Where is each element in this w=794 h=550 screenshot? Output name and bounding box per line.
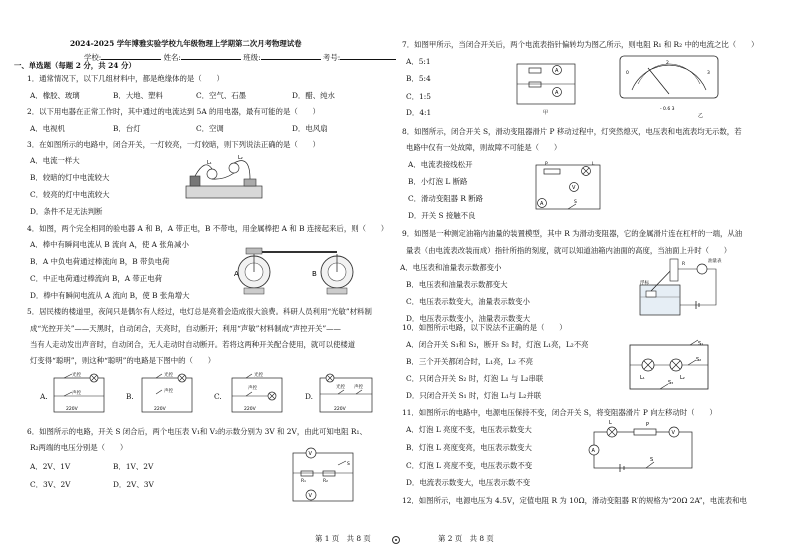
q4-option-d: D．棒中有瞬间电流从 A 流向 B，使 B 张角增大 [30, 291, 190, 300]
q10-circuit-figure [624, 337, 714, 397]
q8-option-b: B．小灯泡 L 断路 [408, 177, 468, 186]
light-switch-label: 光控 [336, 385, 345, 390]
voltage-label: 220V [154, 407, 166, 412]
q2-option-d: D．电风扇 [292, 124, 328, 133]
electroscope-b-label: B [312, 270, 317, 278]
float-label: 浮标 [640, 281, 649, 286]
page-2-footer: 第 2 页 共 8 页 [438, 534, 494, 543]
resistor-r-label: R [682, 262, 686, 267]
q9-option-d: D．电压表示数变小，油量表示数变大 [406, 314, 531, 323]
q8-option-a: A．电流表接线松开 [408, 160, 473, 169]
q1-option-b: B．大地、塑料 [113, 91, 163, 100]
q4-electroscope-figure [232, 242, 357, 302]
switch-s-label: S [347, 462, 350, 467]
sound-switch-label: 声控 [72, 391, 81, 396]
ammeter-a1-symbol: A [555, 68, 559, 74]
exam-id-field[interactable] [340, 51, 396, 60]
question-5-line-4: 灯变得“聪明”，则这种“聪明”的电路是下图中的（ ） [30, 356, 216, 365]
q9-option-b: B．电压表和油量表示数都变大 [406, 280, 508, 289]
q7-ammeter-dial-figure [614, 54, 724, 120]
q5-option-c: C. [214, 392, 222, 401]
voltmeter-symbol: V [572, 185, 576, 191]
lamp-l-label: L [592, 162, 595, 167]
slider-p-label: P [545, 162, 548, 167]
q1-option-d: D．醋、纯水 [292, 91, 335, 100]
question-4: 4．如图，两个完全相同的验电器 A 和 B，A 带正电，B 不带电，用金属棒把 A 和 B 连接起来后，则（ ） [27, 224, 389, 233]
q1-option-a: A．橡胶、玻璃 [30, 91, 80, 100]
name-label: 姓名: [163, 53, 181, 62]
sound-switch-label: 声控 [164, 389, 173, 394]
switch-s-label: S [650, 457, 654, 463]
question-3: 3．在如图所示的电路中，闭合开关，一灯较亮，一灯较暗，则下列说法正确的是（ ） [27, 140, 320, 149]
switch-s2-label: S₂ [696, 357, 702, 363]
lamp-l2-label: L₂ [238, 155, 243, 161]
q11-option-d: D．电流表示数变大，电压表示数不变 [406, 478, 531, 487]
q3-circuit-figure [180, 150, 275, 212]
q2-option-c: C．空调 [196, 124, 224, 133]
resistor-r2-label: R₂ [323, 479, 328, 484]
question-11: 11．如图所示的电路中，电源电压保持不变，闭合开关 S，将变阻器滑片 P 向左移动时（ ） [402, 408, 717, 417]
q5-option-a: A. [40, 392, 48, 401]
question-2: 2．以下用电器在正常工作时，其中通过的电流达到 5A 的用电器，最有可能的是（ ） [27, 107, 320, 116]
voltage-label: 220V [334, 407, 346, 412]
q4-option-c: C．中正电荷通过棒流向 B，A 带正电荷 [30, 274, 162, 283]
q11-option-b: B．灯泡 L 亮度变亮，电压表示数变大 [406, 443, 532, 452]
sound-switch-label: 声控 [248, 386, 257, 391]
school-label: 学校: [84, 53, 102, 62]
question-6-line-2: R₂两端的电压分别是（ ） [30, 443, 128, 452]
page-1 [0, 0, 396, 550]
q4-option-b: B．A 中负电荷通过棒流向 B，B 带负电荷 [30, 257, 170, 266]
q10-option-c: C．只闭合开关 S₂ 时，灯泡 L₁ 与 L₂串联 [406, 374, 544, 383]
question-10: 10．如图所示电路，以下说法不正确的是（ ） [402, 323, 567, 332]
slider-p-label: P [646, 422, 650, 428]
voltmeter-symbol: V [671, 430, 675, 436]
q5-circuit-a [50, 372, 108, 418]
question-9-line-1: 9．如图是一种测定油箱内油量的装置模型，其中 R 为滑动变阻器，它的金属滑片连在杠杆的一端，从油 [402, 229, 743, 238]
q11-option-a: A．灯泡 L 亮度不变，电压表示数变大 [406, 425, 532, 434]
question-7: 7．如图甲所示，当闭合开关后，两个电流表指针偏转均为图乙所示，则电阻 R₁ 和 R₂ 中的电流之比（ ） [402, 40, 759, 49]
switch-s-label: S [574, 200, 577, 205]
school-field[interactable] [101, 51, 161, 60]
q3-option-b: B．较暗的灯中电流较大 [30, 173, 110, 182]
resistor-r1-label: R₁ [301, 479, 306, 484]
q3-option-d: D．条件不足无法判断 [30, 207, 103, 216]
q5-option-d: D. [305, 392, 314, 401]
q6-option-b: B．1V、2V [113, 462, 154, 471]
electroscope-a-label: A [234, 270, 239, 278]
lamp-l-label: L [609, 420, 612, 426]
light-switch-label: 光控 [164, 373, 173, 378]
class-label: 班级: [243, 53, 261, 62]
figure-yi-label: 乙 [698, 113, 704, 119]
question-9-line-2: 量表（由电流表改装而成）指针所指的刻度，就可以知道油箱内油面的高度，当油面上升时（ ） [406, 246, 732, 255]
exam-id-label: 考号: [322, 53, 341, 62]
exam-title: 2024-2025 学年博雅实验学校九年级物理上学期第二次月考物理试卷 [70, 39, 302, 48]
q7-option-c: C．1:5 [406, 92, 431, 101]
q11-circuit-figure [584, 418, 702, 480]
q10-option-a: A．闭合开关 S₁和 S₂，断开 S₃ 时，灯泡 L₁亮，L₂不亮 [406, 340, 589, 349]
dial-terminal-label: - 0.6 3 [660, 107, 675, 112]
q9-option-a: A．电压表和油量表示数都变小 [400, 263, 502, 272]
question-8-line-2: 电路中仅有一处故障，则故障不可能是（ ） [406, 143, 562, 152]
q7-option-b: B．5:4 [406, 74, 431, 83]
q3-option-a: A．电流一样大 [30, 156, 80, 165]
light-switch-label: 光控 [254, 373, 263, 378]
dial-tick-label: 2 [666, 61, 669, 66]
page-2 [396, 0, 794, 550]
q6-circuit-figure [283, 447, 363, 509]
lamp-l1-label: L₁ [640, 375, 645, 381]
q8-option-d: D．开关 S 接触不良 [408, 211, 476, 220]
q9-oil-gauge-figure [636, 255, 731, 321]
q6-option-c: C．3V、2V [30, 480, 71, 489]
q9-option-c: C．电压表示数变大，油量表示数变小 [406, 297, 530, 306]
q7-circuit-figure [511, 56, 581, 118]
question-1: 1．通常情况下，以下几组材料中，都是绝缘体的是（ ） [27, 74, 224, 83]
q10-option-b: B．三个开关都闭合时，L₁亮，L₂ 不亮 [406, 357, 533, 366]
question-5-line-1: 5．居民楼的楼道里，夜间只是偶尔有人经过，电灯总是亮着会造成很大浪费。科研人员利用“光敏”材料制 [27, 307, 372, 316]
question-6-line-1: 6．如图所示的电路，开关 S 闭合后，两个电压表 V₁和 V₂的示数分别为 3V 和 2V，由此可知电阻 R₁、 [27, 427, 367, 436]
lamp-l2-label: L₂ [680, 375, 685, 381]
q8-option-c: C．滑动变阻器 R 断路 [408, 194, 484, 203]
q2-option-b: B．台灯 [113, 124, 141, 133]
light-switch-label: 光控 [72, 373, 81, 378]
voltage-label: 220V [66, 407, 78, 412]
q7-option-d: D．4:1 [406, 108, 432, 117]
q7-option-a: A．5:1 [406, 57, 431, 66]
sound-switch-label: 声控 [354, 385, 363, 390]
voltmeter-v2-symbol: V [308, 493, 312, 499]
dial-tick-label: 0 [626, 71, 629, 76]
question-5-line-2: 成“光控开关”——天黑时，自动闭合，天亮时，自动断开；利用“声敏”材料制成“声控开关”—— [30, 324, 341, 333]
q6-option-d: D．2V、3V [113, 480, 154, 489]
lamp-l1-label: L₁ [207, 160, 212, 166]
q5-circuit-d [316, 372, 376, 418]
question-8-line-1: 8．如图所示，闭合开关 S，滑动变阻器滑片 P 移动过程中，灯突然熄灭，电压表和电流表均无示数，若 [402, 127, 742, 136]
ammeter-symbol: A [591, 448, 595, 454]
q8-circuit-figure [528, 157, 608, 217]
q5-circuit-b [138, 372, 196, 418]
q11-option-c: C．灯泡 L 亮度不变，电压表示数不变 [406, 461, 533, 470]
gauge-label: 油量表 [708, 259, 722, 264]
figure-jia-label: 甲 [543, 110, 549, 116]
page-1-footer: 第 1 页 共 8 页 [315, 534, 371, 543]
q10-option-d: D．只闭合开关 S₁ 时，灯泡 L₁与 L₂并联 [406, 391, 542, 400]
q5-circuit-c [228, 372, 286, 418]
q2-option-a: A．电视机 [30, 124, 65, 133]
switch-s3-label: S₃ [668, 380, 674, 386]
ammeter-a2-symbol: A [555, 90, 559, 96]
q6-option-a: A．2V、1V [30, 462, 71, 471]
q3-option-c: C．较亮的灯中电流较大 [30, 190, 110, 199]
voltage-label: 220V [244, 407, 256, 412]
name-field[interactable] [181, 51, 241, 60]
switch-s1-label: S₁ [698, 341, 704, 347]
voltmeter-v1-symbol: V [308, 451, 312, 457]
section-heading: 一、单选题（每题 2 分，共 24 分） [14, 61, 136, 70]
ammeter-symbol: A [540, 201, 544, 207]
class-field[interactable] [261, 51, 321, 60]
dial-tick-label: 3 [707, 71, 710, 76]
q5-option-b: B. [126, 392, 134, 401]
question-5-line-3: 当有人走动发出声音时，自动闭合，无人走动时自动断开。若将这两种开关配合使用，就可以使楼道 [30, 340, 356, 349]
q1-option-c: C．空气、石墨 [196, 91, 246, 100]
question-12: 12．如图所示，电源电压为 4.5V，定值电阻 R 为 10Ω，滑动变阻器 R′的规格为“20Ω 2A”，电流表和电 [402, 496, 747, 505]
q4-option-a: A．棒中有瞬间电流从 B 流向 A，使 A 张角减小 [30, 240, 189, 249]
